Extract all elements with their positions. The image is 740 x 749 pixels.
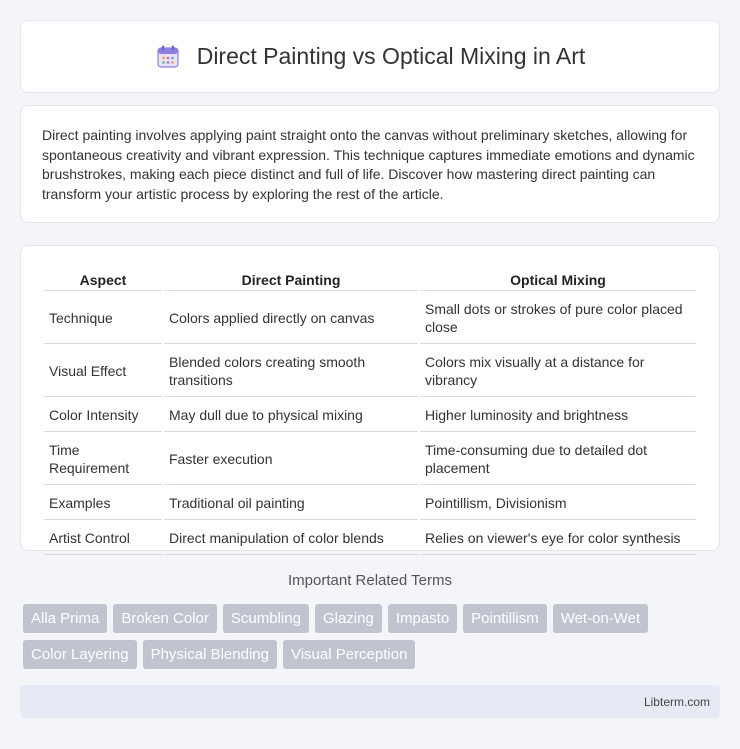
table-cell: Traditional oil painting [164, 487, 418, 520]
table-cell: Faster execution [164, 434, 418, 485]
tag-pointillism[interactable]: Pointillism [463, 604, 547, 633]
comparison-table-card [20, 245, 720, 551]
table-row [44, 293, 696, 344]
header-direct-painting: Direct Painting [164, 268, 418, 291]
table-header-row [44, 268, 696, 291]
tag-glazing[interactable]: Glazing [315, 604, 382, 633]
table-cell: Pointillism, Divisionism [420, 487, 696, 520]
table-cell: Direct manipulation of color blends [164, 522, 418, 555]
table-cell: Examples [44, 487, 162, 520]
header-optical-mixing: Optical Mixing [420, 268, 696, 291]
table-cell: Higher luminosity and brightness [420, 399, 696, 432]
table-row [44, 399, 696, 432]
footer-site-link[interactable]: Libterm.com [643, 694, 710, 709]
page-title: Direct Painting vs Optical Mixing in Art [196, 43, 586, 69]
table-row [44, 487, 696, 520]
table-cell: Color Intensity [44, 399, 162, 432]
tag-impasto[interactable]: Impasto [388, 604, 457, 633]
table-cell: Technique [44, 293, 162, 344]
intro-text: Direct painting involves applying paint straight onto the canvas without preliminary sketches, allowing for spontaneous creativity and vibrant expression. This technique captures immediate emotions and dynamic brushstrokes, making each piece distinct and full of life. Discover how mastering direct painting can transform your artistic process by exploring the rest of the article. [42, 127, 695, 202]
table-cell: Small dots or strokes of pure color placed close [420, 293, 696, 344]
table-cell: Colors applied directly on canvas [164, 293, 418, 344]
related-terms-tags [23, 604, 723, 669]
header-aspect: Aspect [44, 268, 162, 291]
tag-color-layering[interactable]: Color Layering [23, 640, 137, 669]
table-cell: Relies on viewer's eye for color synthesis [420, 522, 696, 555]
table-row [44, 434, 696, 485]
intro-card [20, 105, 720, 223]
comparison-table [42, 266, 698, 557]
table-cell: Colors mix visually at a distance for vibrancy [420, 346, 696, 397]
table-cell: Blended colors creating smooth transitions [164, 346, 418, 397]
calendar-icon [155, 44, 181, 70]
table-cell: Artist Control [44, 522, 162, 555]
table-cell: Time-consuming due to detailed dot placement [420, 434, 696, 485]
tag-physical-blending[interactable]: Physical Blending [143, 640, 277, 669]
tag-alla-prima[interactable]: Alla Prima [23, 604, 107, 633]
tag-wet-on-wet[interactable]: Wet-on-Wet [553, 604, 648, 633]
title-card [20, 20, 720, 93]
table-cell: May dull due to physical mixing [164, 399, 418, 432]
tag-broken-color[interactable]: Broken Color [113, 604, 217, 633]
table-row [44, 522, 696, 555]
footer [20, 685, 720, 718]
related-terms-title: Important Related Terms [288, 572, 452, 589]
table-cell: Visual Effect [44, 346, 162, 397]
table-cell: Time Requirement [44, 434, 162, 485]
tag-visual-perception[interactable]: Visual Perception [283, 640, 415, 669]
tag-scumbling[interactable]: Scumbling [223, 604, 309, 633]
table-row [44, 346, 696, 397]
